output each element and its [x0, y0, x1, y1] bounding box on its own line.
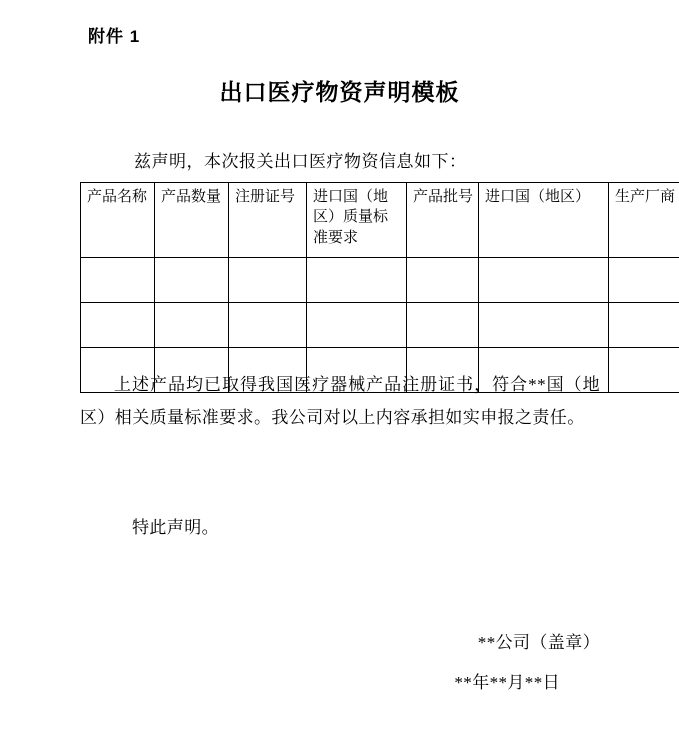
table-header-cell: 产品批号	[407, 183, 479, 258]
table-cell[interactable]	[155, 303, 229, 348]
table-cell[interactable]	[479, 303, 609, 348]
table-cell[interactable]	[307, 303, 407, 348]
table-cell[interactable]	[609, 348, 679, 393]
table-cell[interactable]	[229, 258, 307, 303]
table-cell[interactable]	[407, 303, 479, 348]
declaration-table	[80, 182, 679, 393]
table-cell[interactable]	[307, 258, 407, 303]
table-header-cell: 产品数量	[155, 183, 229, 258]
table-cell[interactable]	[609, 258, 679, 303]
table-cell[interactable]	[407, 258, 479, 303]
table-cell[interactable]	[479, 258, 609, 303]
table-cell[interactable]	[229, 303, 307, 348]
signature-date: **年**月**日	[454, 673, 560, 692]
body-paragraph: 上述产品均已取得我国医疗器械产品注册证书，符合**国（地区）相关质量标准要求。我公司对以上内容承担如实申报之责任。	[80, 375, 600, 427]
table-row	[81, 303, 679, 348]
table-header-cell: 生产厂商	[609, 183, 679, 258]
statement-text: 特此声明。	[132, 518, 219, 537]
table-cell[interactable]	[81, 303, 155, 348]
intro-text: 兹声明，本次报关出口医疗物资信息如下：	[134, 152, 467, 171]
table-header-row	[81, 183, 679, 258]
table-cell[interactable]	[609, 303, 679, 348]
page-title: 出口医疗物资声明模板	[219, 79, 460, 105]
table-row	[81, 258, 679, 303]
signature-company: **公司（盖章）	[477, 633, 600, 652]
attachment-label: 附件 1	[88, 27, 141, 46]
table-cell[interactable]	[155, 258, 229, 303]
table-cell[interactable]	[81, 258, 155, 303]
table-header-cell: 进口国（地区）质量标准要求	[307, 183, 407, 258]
table-header-cell: 产品名称	[81, 183, 155, 258]
table-header-cell: 进口国（地区）	[479, 183, 609, 258]
table-header-cell: 注册证号	[229, 183, 307, 258]
